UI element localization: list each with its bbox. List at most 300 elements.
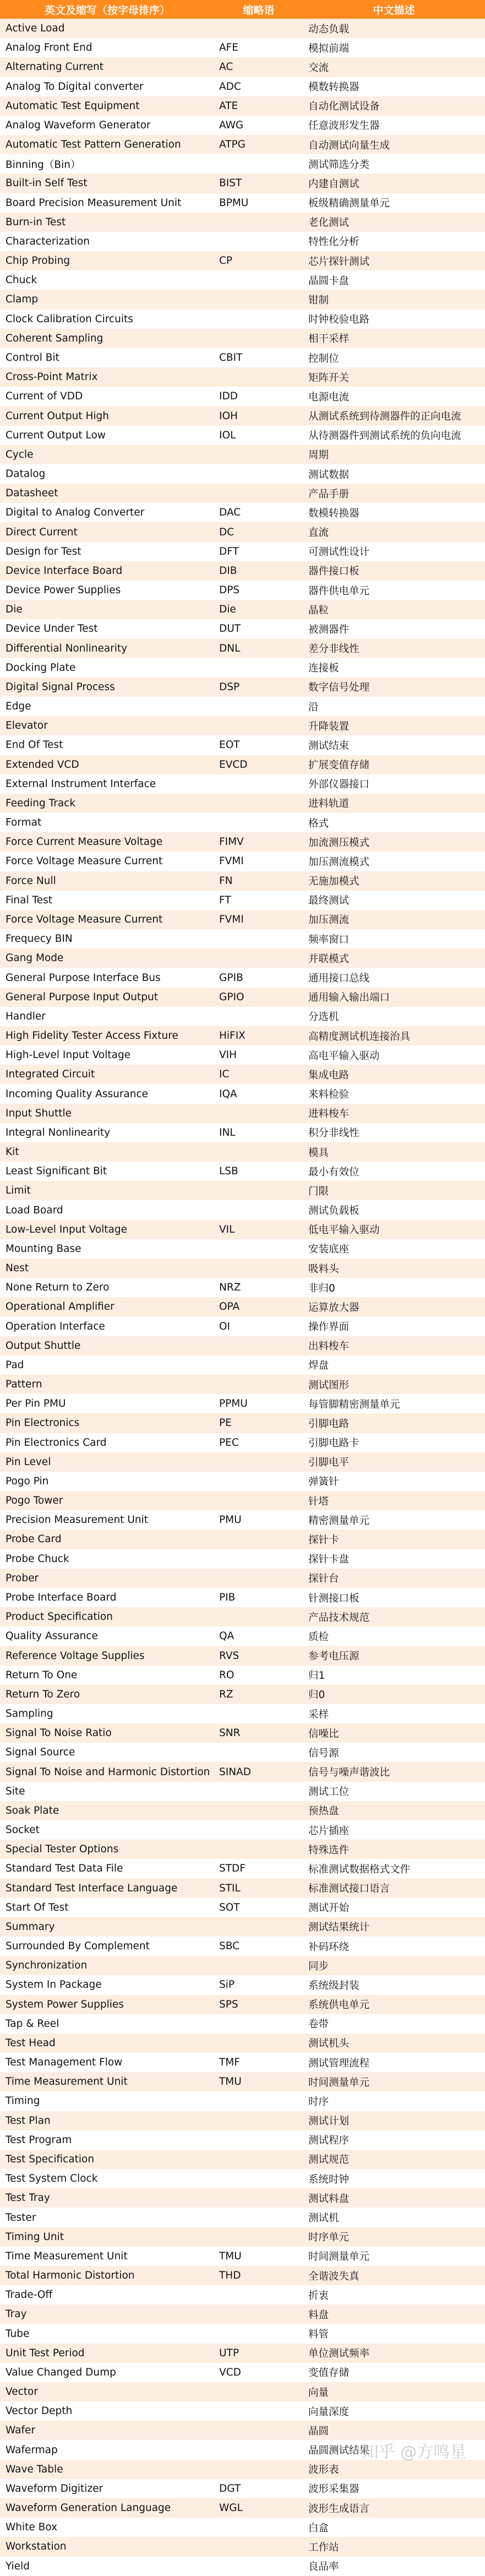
term-english: Wafer bbox=[6, 2425, 35, 2437]
term-english: Kit bbox=[6, 1146, 19, 1158]
term-chinese: 测试负载板 bbox=[308, 1205, 359, 1217]
term-abbreviation: INL bbox=[219, 1126, 236, 1138]
term-english: Output Shuttle bbox=[6, 1339, 81, 1352]
term-english: Low-Level Input Voltage bbox=[6, 1223, 127, 1235]
table-row bbox=[0, 2247, 485, 2266]
term-abbreviation bbox=[215, 1801, 303, 1820]
table-row bbox=[0, 1704, 485, 1723]
table-row bbox=[0, 329, 485, 348]
term-english: Standard Test Data File bbox=[6, 1863, 123, 1875]
table-row bbox=[0, 1278, 485, 1297]
table-row bbox=[0, 2363, 485, 2382]
table-row bbox=[0, 1104, 485, 1123]
table-row bbox=[0, 1975, 485, 1994]
term-abbreviation bbox=[215, 2111, 303, 2130]
term-english: Test Specification bbox=[6, 2153, 95, 2165]
term-chinese: 测试开始 bbox=[308, 1902, 350, 1915]
term-abbreviation bbox=[215, 1491, 303, 1510]
term-abbreviation: AWG bbox=[219, 119, 244, 131]
term-abbreviation bbox=[215, 2169, 303, 2188]
term-english: Start Of Test bbox=[6, 1901, 69, 1913]
term-chinese: 任意波形发生器 bbox=[308, 120, 380, 132]
table-row bbox=[0, 77, 485, 96]
term-abbreviation: FN bbox=[219, 875, 233, 887]
term-chinese: 周期 bbox=[308, 449, 329, 462]
term-abbreviation bbox=[215, 484, 303, 503]
term-abbreviation bbox=[215, 658, 303, 677]
term-abbreviation: Die bbox=[219, 604, 236, 616]
table-row bbox=[0, 1937, 485, 1956]
table-row bbox=[0, 1626, 485, 1646]
term-abbreviation bbox=[215, 1104, 303, 1123]
table-row bbox=[0, 2537, 485, 2556]
term-abbreviation: PMU bbox=[219, 1514, 242, 1526]
term-abbreviation: IDD bbox=[219, 391, 238, 403]
term-chinese: 器件接口板 bbox=[308, 566, 359, 578]
table-row bbox=[0, 794, 485, 813]
term-english: Precision Measurement Unit bbox=[6, 1514, 148, 1526]
table-row bbox=[0, 503, 485, 522]
term-english: Return To One bbox=[6, 1669, 78, 1681]
term-english: Elevator bbox=[6, 720, 48, 732]
term-abbreviation: WGL bbox=[219, 2502, 243, 2514]
table-row bbox=[0, 813, 485, 832]
table-row bbox=[0, 988, 485, 1007]
term-abbreviation bbox=[215, 154, 303, 173]
term-abbreviation bbox=[215, 2382, 303, 2401]
table-row bbox=[0, 1898, 485, 1917]
term-english: Value Changed Dump bbox=[6, 2366, 116, 2378]
header-abbreviation: 缩略语 bbox=[243, 4, 275, 17]
table-row bbox=[0, 38, 485, 57]
term-english: Signal To Noise Ratio bbox=[6, 1727, 112, 1739]
term-abbreviation bbox=[215, 445, 303, 464]
term-chinese: 系统级封装 bbox=[308, 1980, 359, 1992]
term-abbreviation bbox=[215, 1472, 303, 1491]
term-english: General Purpose Interface Bus bbox=[6, 972, 161, 984]
table-row bbox=[0, 2130, 485, 2150]
term-chinese: 标准测试接口语言 bbox=[308, 1883, 390, 1895]
term-english: Device Power Supplies bbox=[6, 584, 121, 596]
table-row bbox=[0, 387, 485, 406]
term-abbreviation: TMU bbox=[219, 2250, 242, 2262]
term-chinese: 白盒 bbox=[308, 2522, 329, 2534]
term-abbreviation bbox=[215, 1336, 303, 1355]
term-chinese: 无施加模式 bbox=[308, 876, 359, 888]
term-chinese: 产品技术规范 bbox=[308, 1612, 370, 1624]
term-english: Pad bbox=[6, 1359, 24, 1371]
term-abbreviation bbox=[215, 1840, 303, 1859]
term-chinese: 测试管理流程 bbox=[308, 2057, 370, 2069]
term-english: Control Bit bbox=[6, 352, 59, 364]
term-chinese: 信号源 bbox=[308, 1747, 339, 1759]
table-row bbox=[0, 484, 485, 503]
term-abbreviation: PE bbox=[219, 1417, 232, 1429]
term-chinese: 晶圆 bbox=[308, 2425, 329, 2437]
term-english: Test System Clock bbox=[6, 2173, 98, 2185]
term-english: Site bbox=[6, 1785, 25, 1797]
table-row bbox=[0, 2266, 485, 2285]
table-row bbox=[0, 1413, 485, 1433]
term-abbreviation: IQA bbox=[219, 1088, 237, 1100]
term-abbreviation bbox=[215, 1917, 303, 1937]
term-abbreviation: IOH bbox=[219, 410, 238, 422]
term-english: System Power Supplies bbox=[6, 1998, 124, 2010]
term-abbreviation bbox=[215, 2150, 303, 2169]
term-chinese: 引脚电平 bbox=[308, 1457, 350, 1469]
term-english: Workstation bbox=[6, 2541, 67, 2553]
term-english: Device Interface Board bbox=[6, 565, 123, 577]
term-chinese: 同步 bbox=[308, 1960, 329, 1972]
table-row bbox=[0, 213, 485, 232]
table-row bbox=[0, 658, 485, 677]
term-abbreviation: EVCD bbox=[219, 758, 248, 771]
term-chinese: 升降装置 bbox=[308, 720, 350, 733]
term-chinese: 测试数据 bbox=[308, 469, 350, 481]
term-english: Tray bbox=[6, 2308, 27, 2320]
term-chinese: 引脚电路 bbox=[308, 1418, 350, 1430]
table-row bbox=[0, 2188, 485, 2208]
term-english: Pogo Tower bbox=[6, 1495, 63, 1507]
term-english: Timing Unit bbox=[6, 2231, 64, 2243]
term-chinese: 矩阵开关 bbox=[308, 372, 350, 384]
term-chinese: 精密测量单元 bbox=[308, 1515, 370, 1527]
term-abbreviation: IC bbox=[219, 1069, 230, 1081]
term-english: High Fidelity Tester Access Fixture bbox=[6, 1030, 178, 1042]
term-chinese: 测试程序 bbox=[308, 2135, 350, 2147]
term-abbreviation bbox=[215, 1704, 303, 1723]
term-english: Digital Signal Process bbox=[6, 681, 115, 693]
table-row bbox=[0, 2033, 485, 2053]
table-row bbox=[0, 96, 485, 116]
term-english: Automatic Test Pattern Generation bbox=[6, 139, 181, 151]
term-abbreviation bbox=[215, 1007, 303, 1026]
term-abbreviation bbox=[215, 1607, 303, 1626]
term-abbreviation bbox=[215, 2440, 303, 2459]
term-english: Format bbox=[6, 817, 42, 829]
term-english: Characterization bbox=[6, 235, 90, 247]
table-row bbox=[0, 1336, 485, 1355]
term-english: Test Head bbox=[6, 2037, 56, 2049]
term-chinese: 扩展变值存储 bbox=[308, 760, 370, 772]
term-english: Probe Card bbox=[6, 1533, 62, 1545]
term-chinese: 来料检验 bbox=[308, 1089, 350, 1101]
term-abbreviation bbox=[215, 1200, 303, 1219]
table-row bbox=[0, 1355, 485, 1375]
term-abbreviation bbox=[215, 329, 303, 348]
term-english: Datasheet bbox=[6, 487, 58, 500]
term-english: Cross-Point Matrix bbox=[6, 371, 98, 383]
table-row bbox=[0, 1530, 485, 1549]
table-row bbox=[0, 697, 485, 716]
term-chinese: 波形采集器 bbox=[308, 2483, 359, 2496]
term-english: Time Measurement Unit bbox=[6, 2076, 128, 2088]
term-chinese: 测试机头 bbox=[308, 2038, 350, 2050]
table-row bbox=[0, 1472, 485, 1491]
term-chinese: 测试料盘 bbox=[308, 2193, 350, 2205]
table-row bbox=[0, 2111, 485, 2130]
term-chinese: 标准测试数据格式文件 bbox=[308, 1863, 411, 1875]
term-english: Tester bbox=[6, 2211, 36, 2224]
term-abbreviation bbox=[215, 310, 303, 329]
table-row bbox=[0, 929, 485, 948]
term-english: Chip Probing bbox=[6, 255, 70, 267]
term-chinese: 板级精确测量单元 bbox=[308, 198, 390, 210]
term-chinese: 芯片探针测试 bbox=[308, 256, 370, 268]
table-row bbox=[0, 1045, 485, 1065]
term-chinese: 进料梭车 bbox=[308, 1108, 350, 1120]
term-abbreviation bbox=[215, 2208, 303, 2227]
term-abbreviation: DGT bbox=[219, 2482, 241, 2494]
term-english: General Purpose Input Output bbox=[6, 991, 158, 1003]
term-english: Docking Plate bbox=[6, 661, 76, 674]
term-chinese: 测试结果统计 bbox=[308, 1922, 370, 1934]
term-chinese: 模具 bbox=[308, 1147, 329, 1159]
term-chinese: 吸料头 bbox=[308, 1263, 339, 1275]
term-english: Built-in Self Test bbox=[6, 177, 88, 189]
table-row bbox=[0, 774, 485, 794]
table-row bbox=[0, 522, 485, 541]
term-abbreviation: TMF bbox=[219, 2057, 240, 2069]
term-chinese: 自动化测试设备 bbox=[308, 101, 380, 113]
table-header bbox=[0, 0, 485, 19]
table-row bbox=[0, 2091, 485, 2111]
table-row bbox=[0, 2498, 485, 2518]
term-chinese: 集成电路 bbox=[308, 1069, 350, 1081]
term-english: Per Pin PMU bbox=[6, 1398, 66, 1410]
table-row bbox=[0, 1433, 485, 1452]
term-chinese: 格式 bbox=[308, 817, 329, 829]
term-abbreviation: RVS bbox=[219, 1650, 239, 1662]
term-abbreviation: NRZ bbox=[219, 1282, 241, 1294]
term-abbreviation bbox=[215, 2324, 303, 2343]
table-row bbox=[0, 1452, 485, 1472]
term-chinese: 工作站 bbox=[308, 2541, 339, 2553]
term-english: Force Current Measure Voltage bbox=[6, 836, 163, 848]
term-chinese: 通用接口总线 bbox=[308, 973, 370, 984]
term-english: Force Voltage Measure Current bbox=[6, 913, 163, 925]
term-english: Binning（Bin） bbox=[6, 159, 81, 171]
table-row bbox=[0, 2072, 485, 2091]
term-abbreviation bbox=[215, 794, 303, 813]
term-chinese: 高电平输入驱动 bbox=[308, 1050, 380, 1062]
table-row bbox=[0, 426, 485, 445]
term-abbreviation: VIL bbox=[219, 1223, 235, 1235]
term-abbreviation bbox=[215, 697, 303, 716]
term-english: Operation Interface bbox=[6, 1320, 105, 1332]
term-english: Feeding Track bbox=[6, 797, 76, 809]
term-english: Clock Calibration Circuits bbox=[6, 313, 133, 325]
table-row bbox=[0, 1084, 485, 1103]
term-chinese: 连接板 bbox=[308, 663, 339, 675]
term-english: Vector bbox=[6, 2386, 38, 2398]
term-chinese: 时间测量单元 bbox=[308, 2076, 370, 2089]
term-chinese: 最小有效位 bbox=[308, 1166, 359, 1178]
table-row bbox=[0, 600, 485, 619]
term-chinese: 晶粒 bbox=[308, 604, 329, 616]
term-english: Test Tray bbox=[6, 2192, 50, 2204]
term-chinese: 每管脚精密测量单元 bbox=[308, 1398, 400, 1411]
term-abbreviation bbox=[215, 1820, 303, 1840]
table-row bbox=[0, 1259, 485, 1278]
term-chinese: 老化测试 bbox=[308, 217, 350, 229]
table-row bbox=[0, 251, 485, 270]
table-row bbox=[0, 891, 485, 910]
term-abbreviation: PPMU bbox=[219, 1398, 248, 1410]
term-chinese: 并联模式 bbox=[308, 953, 350, 965]
term-english: Limit bbox=[6, 1185, 31, 1197]
term-abbreviation: SPS bbox=[219, 1998, 238, 2010]
term-english: Pin Electronics bbox=[6, 1417, 80, 1429]
term-english: Surrounded By Complement bbox=[6, 1940, 150, 1953]
term-english: Tube bbox=[6, 2328, 30, 2340]
table-row bbox=[0, 677, 485, 697]
term-english: End Of Test bbox=[6, 739, 63, 751]
term-english: Differential Nonlinearity bbox=[6, 642, 128, 654]
table-row bbox=[0, 716, 485, 735]
term-chinese: 数模转换器 bbox=[308, 507, 359, 519]
term-abbreviation: LSB bbox=[219, 1165, 238, 1178]
term-english: Probe Interface Board bbox=[6, 1592, 117, 1603]
term-chinese: 测试图形 bbox=[308, 1379, 350, 1391]
term-english: Integral Nonlinearity bbox=[6, 1126, 111, 1138]
term-abbreviation: DPS bbox=[219, 584, 240, 596]
term-chinese: 数字信号处理 bbox=[308, 682, 370, 694]
term-chinese: 时间测量单元 bbox=[308, 2251, 370, 2263]
term-english: Operational Amplifier bbox=[6, 1301, 115, 1313]
term-chinese: 内建自测试 bbox=[308, 178, 359, 190]
term-english: Current Output High bbox=[6, 410, 110, 422]
term-chinese: 模数转换器 bbox=[308, 82, 359, 94]
term-chinese: 直流 bbox=[308, 527, 329, 539]
term-abbreviation bbox=[215, 2014, 303, 2033]
term-abbreviation: THD bbox=[219, 2270, 241, 2282]
table-row bbox=[0, 2053, 485, 2072]
term-abbreviation: DAC bbox=[219, 507, 241, 519]
term-abbreviation: DIB bbox=[219, 565, 237, 577]
term-english: Input Shuttle bbox=[6, 1107, 72, 1119]
term-chinese: 加流测压模式 bbox=[308, 837, 370, 849]
term-english: Waveform Digitizer bbox=[6, 2482, 103, 2494]
term-chinese: 全谐波失真 bbox=[308, 2270, 359, 2282]
term-english: Datalog bbox=[6, 468, 46, 480]
term-chinese: 高精度测试机连接治具 bbox=[308, 1031, 411, 1043]
term-chinese: 器件供电单元 bbox=[308, 585, 370, 597]
term-english: Device Under Test bbox=[6, 623, 98, 635]
term-abbreviation bbox=[215, 1782, 303, 1801]
term-chinese: 被测器件 bbox=[308, 623, 350, 636]
term-abbreviation bbox=[215, 213, 303, 232]
term-english: Die bbox=[6, 604, 23, 616]
term-chinese: 系统时钟 bbox=[308, 2173, 350, 2185]
term-abbreviation bbox=[215, 367, 303, 387]
term-abbreviation bbox=[215, 1569, 303, 1588]
term-english: Signal Source bbox=[6, 1747, 75, 1759]
term-abbreviation: BPMU bbox=[219, 197, 249, 209]
term-chinese: 变值存储 bbox=[308, 2367, 350, 2379]
table-row bbox=[0, 1588, 485, 1607]
table-row bbox=[0, 1200, 485, 1219]
term-english: Signal To Noise and Harmonic Distortion bbox=[6, 1766, 210, 1778]
table-row bbox=[0, 1549, 485, 1569]
term-chinese: 自动测试向量生成 bbox=[308, 139, 390, 151]
table-row bbox=[0, 1723, 485, 1743]
term-chinese: 积分非线性 bbox=[308, 1127, 359, 1140]
term-english: Final Test bbox=[6, 894, 52, 906]
term-english: Alternating Current bbox=[6, 61, 103, 73]
table-row bbox=[0, 1840, 485, 1859]
term-abbreviation bbox=[215, 464, 303, 484]
term-chinese: 补码环绕 bbox=[308, 1941, 350, 1953]
header-chinese: 中文描述 bbox=[373, 4, 415, 17]
term-chinese: 向量深度 bbox=[308, 2406, 350, 2418]
term-chinese: 控制位 bbox=[308, 352, 339, 365]
term-english: None Return to Zero bbox=[6, 1282, 110, 1294]
table-row bbox=[0, 2421, 485, 2440]
term-english: Return To Zero bbox=[6, 1688, 80, 1700]
term-abbreviation: DUT bbox=[219, 623, 241, 635]
term-english: Waveform Generation Language bbox=[6, 2502, 171, 2514]
table-row bbox=[0, 871, 485, 891]
term-chinese: 通用输入输出端口 bbox=[308, 992, 390, 1004]
term-abbreviation: TMU bbox=[219, 2076, 242, 2088]
table-row bbox=[0, 348, 485, 367]
term-english: Handler bbox=[6, 1010, 46, 1022]
table-row bbox=[0, 852, 485, 871]
table-row bbox=[0, 2382, 485, 2401]
term-abbreviation bbox=[215, 232, 303, 251]
term-english: Pin Electronics Card bbox=[6, 1436, 107, 1449]
term-english: White Box bbox=[6, 2521, 58, 2534]
term-chinese: 预热盘 bbox=[308, 1805, 339, 1818]
table-row bbox=[0, 1065, 485, 1084]
term-english: Special Tester Options bbox=[6, 1843, 119, 1856]
term-chinese: 晶圆测试结果 bbox=[308, 2445, 370, 2457]
term-abbreviation bbox=[215, 2518, 303, 2537]
term-chinese: 良品率 bbox=[308, 2561, 339, 2573]
term-abbreviation: SNR bbox=[219, 1727, 241, 1739]
table-row bbox=[0, 1510, 485, 1530]
table-row bbox=[0, 2324, 485, 2343]
table-row bbox=[0, 193, 485, 213]
table-row bbox=[0, 2208, 485, 2227]
term-chinese: 针塔 bbox=[308, 1495, 329, 1507]
table-row bbox=[0, 1859, 485, 1878]
term-english: Frequecy BIN bbox=[6, 933, 73, 945]
table-row bbox=[0, 1317, 485, 1336]
table-row bbox=[0, 910, 485, 929]
term-abbreviation bbox=[215, 19, 303, 38]
table-row bbox=[0, 619, 485, 638]
term-english: Edge bbox=[6, 701, 31, 713]
table-row bbox=[0, 1375, 485, 1394]
term-abbreviation: ATE bbox=[219, 100, 238, 112]
term-abbreviation bbox=[215, 1549, 303, 1569]
table-row bbox=[0, 1995, 485, 2014]
term-abbreviation: ADC bbox=[219, 80, 241, 93]
term-english: Pogo Pin bbox=[6, 1475, 49, 1487]
term-abbreviation: QA bbox=[219, 1630, 235, 1642]
term-abbreviation bbox=[215, 2557, 303, 2576]
term-abbreviation bbox=[215, 1956, 303, 1975]
term-abbreviation bbox=[215, 1743, 303, 1762]
term-abbreviation bbox=[215, 1142, 303, 1162]
term-chinese: 特殊选件 bbox=[308, 1844, 350, 1856]
term-english: Sampling bbox=[6, 1708, 53, 1720]
term-abbreviation: FIMV bbox=[219, 836, 244, 848]
table-row bbox=[0, 154, 485, 173]
term-chinese: 加压测流 bbox=[308, 914, 350, 926]
